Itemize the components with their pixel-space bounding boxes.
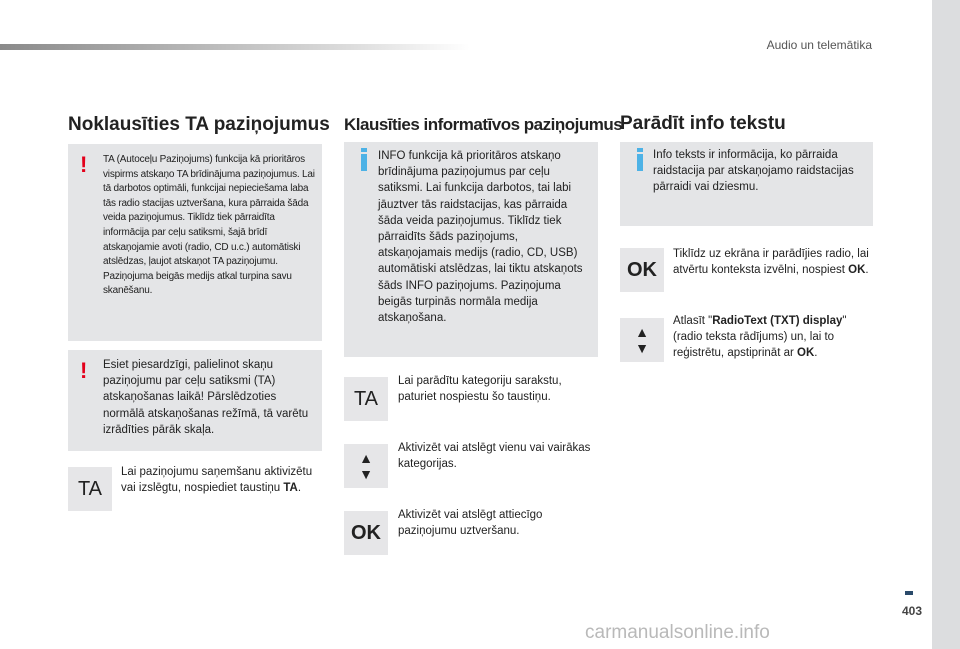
info-icon: [361, 148, 367, 171]
col1-ta-description: Lai paziņojumu saņemšanu aktivizētu vai izslēgtu, nospiediet taustiņu TA.: [121, 466, 313, 495]
ta-button-icon: TA: [344, 377, 388, 421]
col3-ok-description: Tiklīdz uz ekrāna ir parādījies radio, lai atvērtu konteksta izvēlni, nospiest OK.: [673, 248, 869, 277]
col1-title: Noklausīties TA paziņojumus: [68, 114, 330, 135]
watermark: carmanualsonline.info: [585, 622, 770, 643]
section-label: Audio un telemātika: [766, 38, 872, 52]
arrow-down-icon: ▼: [359, 466, 373, 482]
col3-arrows-description: Atlasīt "RadioText (TXT) display" (radio teksta rādījums) un, lai to reģistrētu, apstiprināt ar OK.: [673, 315, 847, 360]
col2-title: Klausīties informatīvos paziņojumus: [344, 115, 623, 134]
col1-box1-text: TA (Autoceļu Paziņojums) funkcija kā prioritāros vispirms atskaņo TA brīdinājuma paziņojumus. Lai tā darbotos optimāli, funkcijai nepieciešama laba tās radio stacijas uztveršana, kura pārraida šāda veida paziņojumus. Tiklīdz tiek pārraidīta informācija par ceļu satiksmi, šajā brīdī atskaņojamie avoti (radio, CD u.c.) automātiski atslēdzas, ļaujot atskaņot TA paziņojumu. Paziņojuma beigās medijs atkal turpina savu skanēšanu.: [103, 154, 315, 297]
ok-button-icon: OK: [620, 248, 664, 292]
arrow-keys-icon: [620, 318, 664, 362]
col2-ok-description: Aktivizēt vai atslēgt attiecīgo paziņojumu uztveršanu.: [398, 509, 543, 538]
page-marker: [905, 591, 913, 595]
arrow-keys-icon: [344, 444, 388, 488]
warning-icon: !: [80, 358, 88, 383]
col3-box-text: Info teksts ir informācija, ko pārraida raidstacija par atskaņojamo raidstacijas pārraidi vai dziesmu.: [653, 149, 854, 194]
info-icon: [637, 148, 643, 171]
ta-button-icon: TA: [68, 467, 112, 511]
col1-box2-text: Esiet piesardzīgi, palielinot skaņu paziņojumu par ceļu satiksmi (TA) atskaņošanas laikā! Pārslēdzoties normālā atskaņošanas režīmā, tā varētu izrādīties pārāk skaļa.: [103, 359, 309, 436]
page-number: 403: [901, 604, 922, 618]
col3-title: Parādīt info tekstu: [620, 113, 786, 134]
col2-ta-description: Lai parādītu kategoriju sarakstu, paturiet nospiestu šo taustiņu.: [398, 375, 562, 404]
arrow-down-icon: ▼: [635, 340, 649, 356]
col2-arrows-description: Aktivizēt vai atslēgt vienu vai vairākas kategorijas.: [398, 442, 591, 471]
col2-box-text: INFO funkcija kā prioritāros atskaņo brīdinājuma paziņojumus par ceļu satiksmi. Lai funkcija darbotos, tai labi jāuztver tās raidstacijas, kas pārraida šāda veida paziņojumus. Tiklīdz tiek pārraidīts šāds paziņojums, atskaņojamais medijs (radio, CD, USB) automātiski atslēdzas, lai tiktu atskaņots šāds INFO paziņojums. Paziņojuma beigās turpinās normāla medija atskaņošana.: [378, 150, 583, 325]
arrow-up-icon: ▲: [635, 324, 649, 340]
side-strip: [932, 0, 960, 649]
header-gradient-bar: [0, 44, 470, 50]
ok-button-icon: OK: [344, 511, 388, 555]
arrow-up-icon: ▲: [359, 450, 373, 466]
warning-icon: !: [80, 152, 88, 177]
